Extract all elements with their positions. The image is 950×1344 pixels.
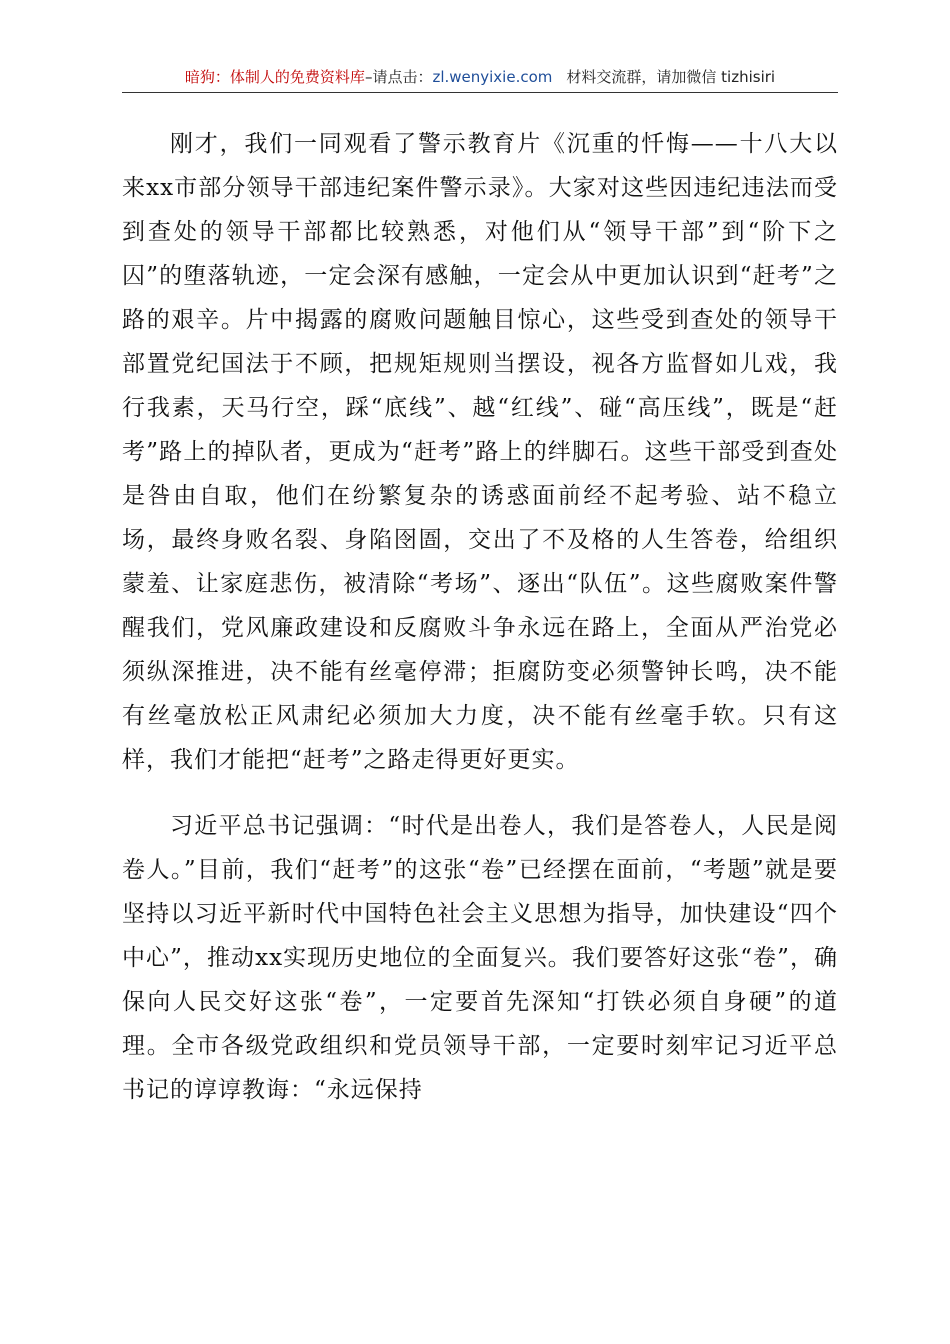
body-paragraph-2: 习近平总书记强调：“时代是出卷人，我们是答卷人，人民是阅卷人。”目前，我们“赶考”的这张“卷”已经摆在面前，“考题”就是要坚持以习近平新时代中国特色社会主义思想为指导，加快建设“四个中心”，推动xx实现历史地位的全面复兴。我们要答好这张“卷”，确保向人民交好这张“卷”，一定要首先深知“打铁必须自身硬”的道理。全市各级党政组织和党员领导干部，一定要时刻牢记习近平总书记的谆谆教诲：“永远保持 <box>122 813 838 1103</box>
page-header <box>122 62 838 93</box>
document-body <box>122 122 838 1112</box>
header-wechat-text: 材料交流群，请加微信 tizhisiri <box>566 68 776 86</box>
header-click-label: –请点击： <box>364 68 433 86</box>
header-url-link[interactable]: zl.wenyixie.com <box>432 68 553 86</box>
header-promo-text: 暗狗：体制人的免费资料库 <box>184 68 365 86</box>
body-paragraph-1: 刚才，我们一同观看了警示教育片《沉重的忏悔——十八大以来xx市部分领导干部违纪案件警示录》。大家对这些因违纪违法而受到查处的领导干部都比较熟悉，对他们从“领导干部”到“阶下之囚”的堕落轨迹，一定会深有感触，一定会从中更加认识到“赶考”之路的艰辛。片中揭露的腐败问题触目惊心，这些受到查处的领导干部置党纪国法于不顾，把规矩规则当摆设，视各方监督如儿戏，我行我素，天马行空，踩“底线”、越“红线”、碰“高压线”，既是“赶考”路上的掉队者，更成为“赶考”路上的绊脚石。这些干部受到查处是咎由自取，他们在纷繁复杂的诱惑面前经不起考验、站不稳立场，最终身败名裂、身陷囹圄，交出了不及格的人生答卷，给组织蒙羞、让家庭悲伤，被清除“考场”、逐出“队伍”。这些腐败案件警醒我们，党风廉政建设和反腐败斗争永远在路上，全面从严治党必须纵深推进，决不能有丝毫停滞；拒腐防变必须警钟长鸣，决不能有丝毫放松正风肃纪必须加大力度，决不能有丝毫手软。只有这样，我们才能把“赶考”之路走得更好更实。 <box>122 131 838 773</box>
